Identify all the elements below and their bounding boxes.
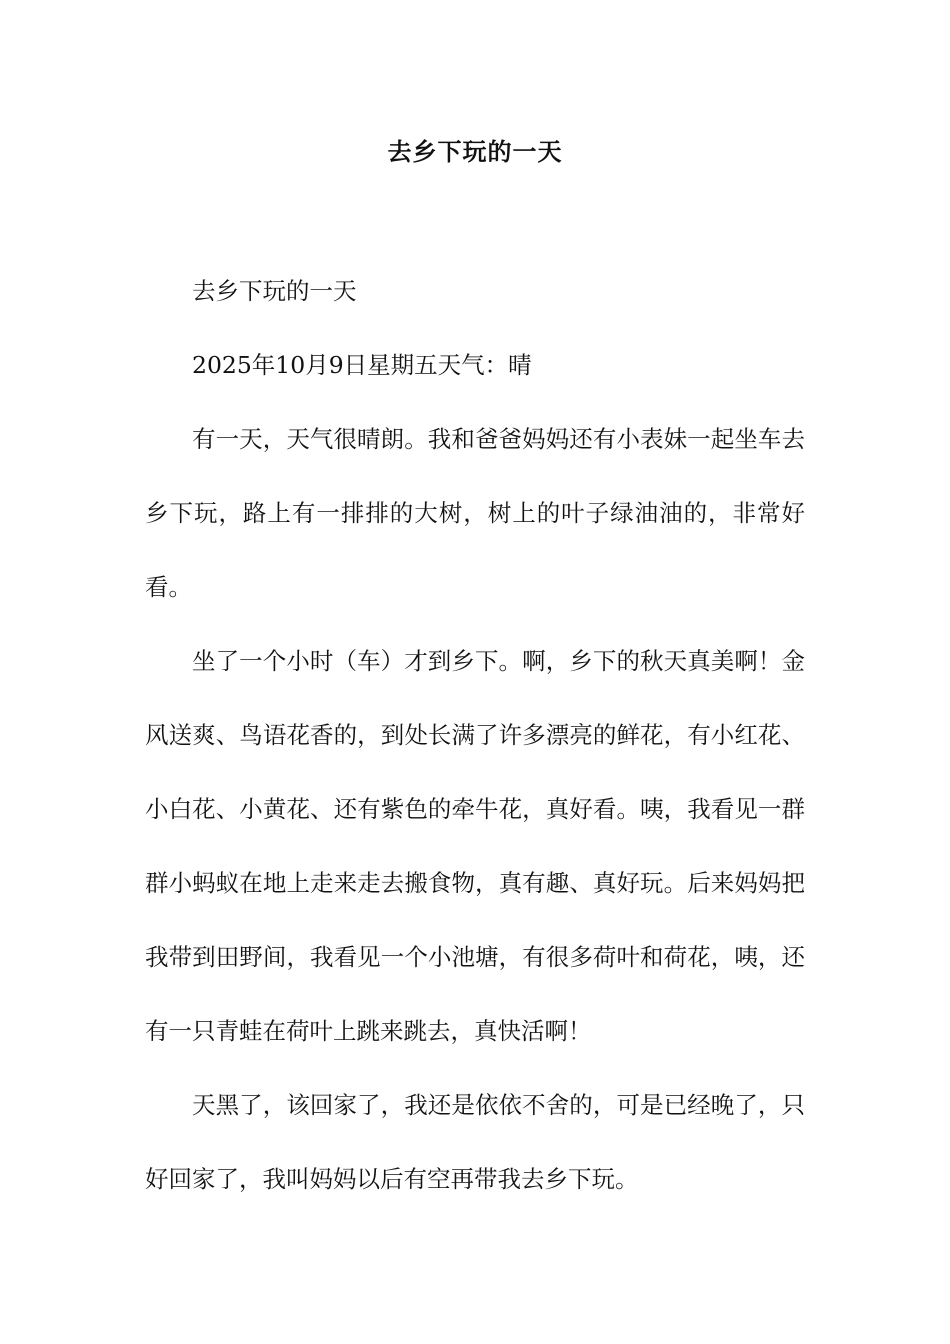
paragraph-date-weather: 2025年10月9日星期五天气：晴 <box>192 351 532 379</box>
paragraph-intro: 有一天，天气很晴朗。我和爸爸妈妈还有小表妹一起坐车去乡下玩，路上有一排排的大树，树上的叶子绿油油的，非常好看。 <box>145 425 805 601</box>
paragraph-countryside: 坐了一个小时（车）才到乡下。啊，乡下的秋天真美啊！金风送爽、鸟语花香的，到处长满了许多漂亮的鲜花，有小红花、小白花、小黄花、还有紫色的牵牛花，真好看。咦，我看见一群群小蚂蚁在地上走来走去搬食物，真有趣、真好玩。后来妈妈把我带到田野间，我看见一个小池塘，有很多荷叶和荷花，咦，还有一只青蛙在荷叶上跳来跳去，真快活啊！ <box>145 647 805 1045</box>
page-title: 去乡下玩的一天 <box>387 137 563 166</box>
paragraph-ending: 天黑了，该回家了，我还是依依不舍的，可是已经晚了，只好回家了，我叫妈妈以后有空再带我去乡下玩。 <box>145 1091 805 1193</box>
paragraph-subtitle: 去乡下玩的一天 <box>192 277 357 305</box>
document-body <box>145 254 805 1216</box>
